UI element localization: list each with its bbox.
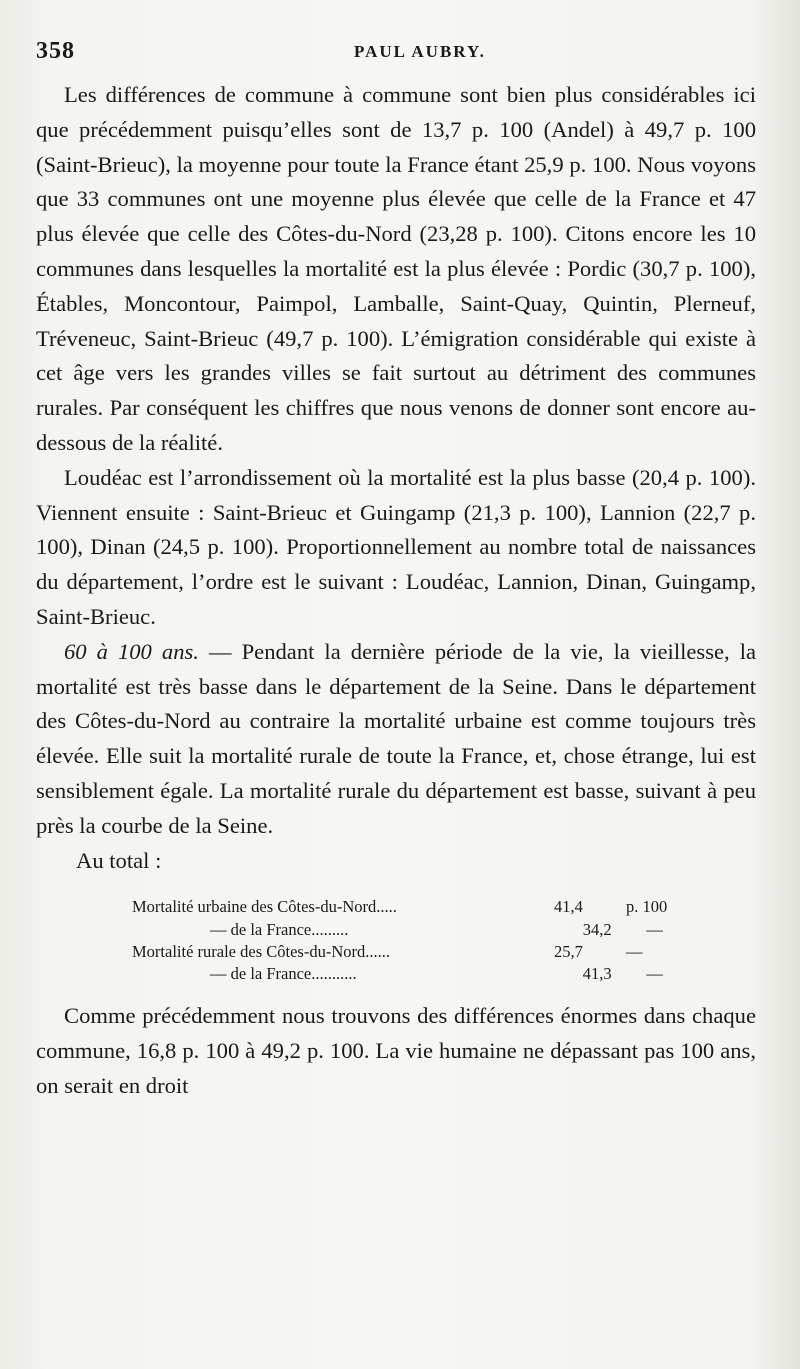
table-row-label: Mortalité urbaine des Côtes-du-Nord..... <box>132 897 397 917</box>
page-header <box>36 38 760 70</box>
table-row <box>132 963 717 985</box>
paragraph-vieillesse <box>36 635 756 844</box>
table-row-value: 41,4 <box>554 897 583 917</box>
table-row-label: — de la France......... <box>210 919 349 939</box>
table-row-unit: — <box>646 963 663 983</box>
paragraph-arrondissements: Loudéac est l’arrondissement où la mortalité est la plus basse (20,4 p. 100). Viennent ensuite : Saint-Brieuc et Guingamp (21,3 p. 100), Lannion (22,7 p. 100), Dinan (24,5 p. 100). Proportionnellement au nombre total de naissances du département, l’ordre est le suivant : Loudéac, Lannion, Dinan, Guingamp, Saint-Brieuc. <box>36 464 756 629</box>
paragraph-conclusion: Comme précédemment nous trouvons des différences énormes dans chaque commune, 16,8 p. 100 à 49,2 p. 100. La vie humaine ne dépassant pas 100 ans, on serait en droit <box>36 1003 756 1098</box>
age-range-heading: 60 à 100 ans. <box>64 638 199 664</box>
table-row <box>132 919 717 941</box>
table-row-value: 41,3 <box>582 963 612 983</box>
table-row-value: 34,2 <box>582 919 612 939</box>
totals-table <box>132 896 717 985</box>
table-row-unit: p. 100 <box>626 897 668 917</box>
au-total-label: Au total : <box>76 847 162 873</box>
running-head: PAUL AUBRY. <box>354 42 486 61</box>
table-row <box>132 896 717 918</box>
table-row-value: 25,7 <box>554 941 583 961</box>
table-row <box>132 941 717 963</box>
table-row-label: Mortalité rurale des Côtes-du-Nord...... <box>132 941 390 961</box>
table-row-unit: — <box>646 919 663 939</box>
page-number: 358 <box>36 38 75 64</box>
body-text <box>36 78 756 1104</box>
table-row-unit: — <box>626 941 643 961</box>
paragraph-vieillesse-text: — Pendant la dernière période de la vie, la vieillesse, la mortalité est très basse dans le département de la Seine. Dans le département des Côtes-du-Nord au contraire la mortalité urbaine est comme toujours très élevée. Elle suit la mortalité rurale de toute la France, et, chose étrange, lui est sensiblement égale. La mortalité rurale du département est basse, suivant à peu près la courbe de la Seine. <box>36 638 756 838</box>
paragraph-communes: Les différences de commune à commune sont bien plus considérables ici que précédemment puisqu’elles sont de 13,7 p. 100 (Andel) à 49,7 p. 100 (Saint-Brieuc), la moyenne pour toute la France étant 25,9 p. 100. Nous voyons que 33 communes ont une moyenne plus élevée que celle de la France et 47 plus élevée que celle des Côtes-du-Nord (23,28 p. 100). Citons encore les 10 communes dans lesquelles la mortalité est la plus élevée : Pordic (30,7 p. 100), Étables, Moncontour, Paimpol, Lamballe, Saint-Quay, Quintin, Plerneuf, Tréveneuc, Saint-Brieuc (49,7 p. 100). L’émigration considérable qui existe à cet âge vers les grandes villes se fait surtout au détriment des communes rurales. Par conséquent les chiffres que nous venons de donner sont encore au-dessous de la réalité. <box>36 82 756 455</box>
table-row-label: — de la France........... <box>210 963 357 983</box>
